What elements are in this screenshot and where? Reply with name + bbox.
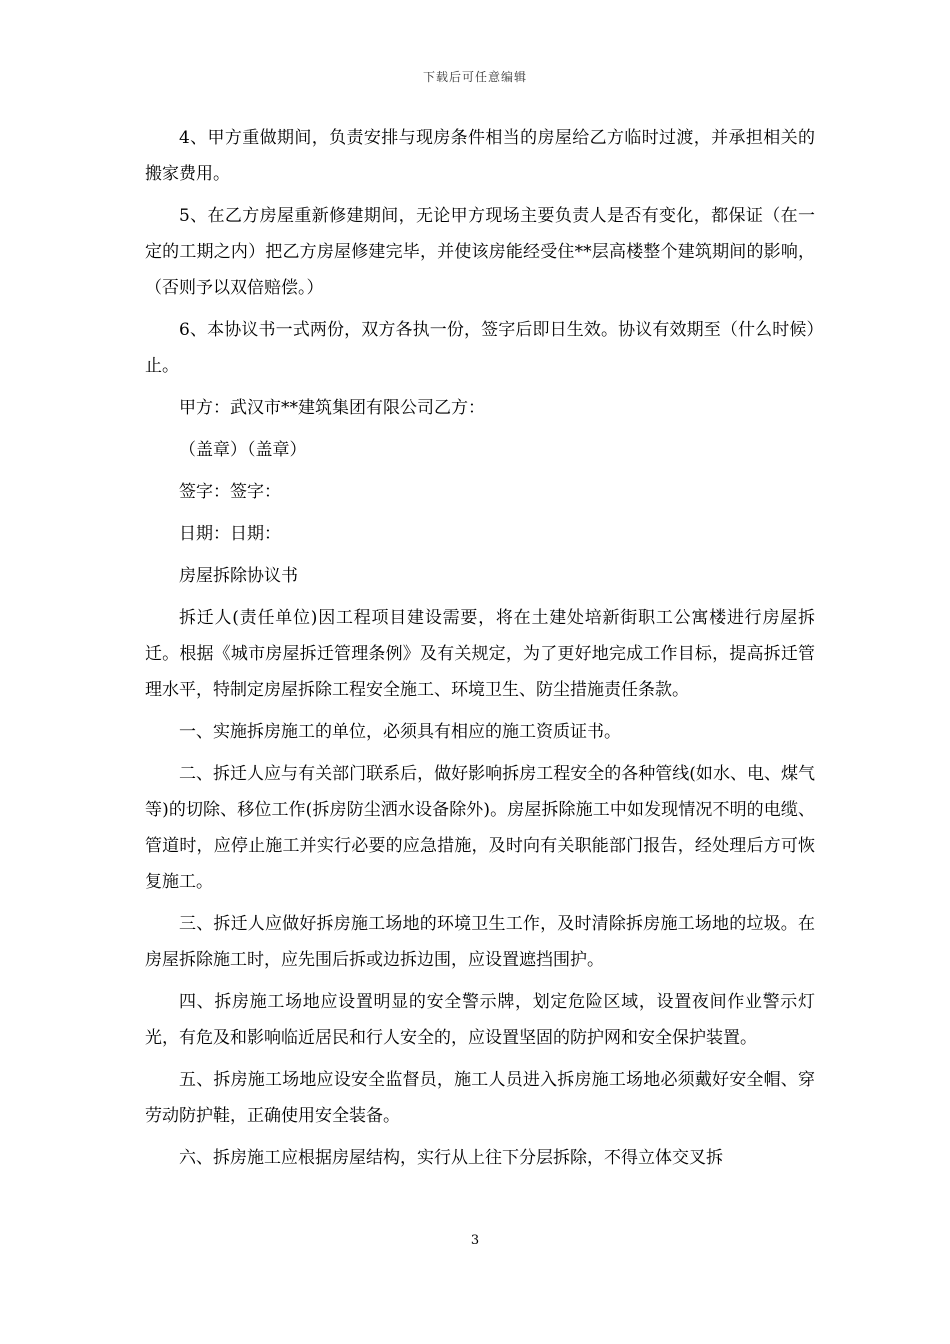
paragraph-intro: 拆迁人(责任单位)因工程项目建设需要，将在土建处培新街职工公寓楼进行房屋拆迁。根据《城市房屋拆迁管理条例》及有关规定，为了更好地完成工作目标，提高拆迁管理水平，特制定房屋拆除工程安全施工、环境卫生、防尘措施责任条款。 bbox=[145, 608, 815, 700]
paragraph-clause-4: 4、甲方重做期间，负责安排与现房条件相当的房屋给乙方临时过渡，并承担相关的搬家费用。 bbox=[145, 128, 815, 184]
party-line: 甲方：武汉市**建筑集团有限公司乙方： bbox=[179, 398, 485, 418]
seal-line: （盖章）（盖章） bbox=[179, 440, 307, 460]
page-number: 3 bbox=[470, 1233, 480, 1248]
signature-line: 签字：签字： bbox=[179, 482, 281, 502]
paragraph-item-5: 五、拆房施工场地应设安全监督员，施工人员进入拆房施工场地必须戴好安全帽、穿劳动防护鞋，正确使用安全装备。 bbox=[145, 1070, 815, 1126]
paragraph-item-3: 三、拆迁人应做好拆房施工场地的环境卫生工作，及时清除拆房施工场地的垃圾。在房屋拆除施工时，应先围后拆或边拆边围，应设置遮挡围护。 bbox=[145, 914, 815, 970]
section-title: 房屋拆除协议书 bbox=[179, 566, 298, 586]
paragraph-clause-5: 5、在乙方房屋重新修建期间，无论甲方现场主要负责人是否有变化，都保证（在一定的工期之内）把乙方房屋修建完毕，并使该房能经受住**层高楼整个建筑期间的影响，（否则予以双倍赔偿。） bbox=[145, 206, 815, 298]
paragraph-item-2: 二、拆迁人应与有关部门联系后，做好影响拆房工程安全的各种管线(如水、电、煤气等)的切除、移位工作(拆房防尘洒水设备除外)。房屋拆除施工中如发现情况不明的电缆、管道时，应停止施工并实行必要的应急措施，及时向有关职能部门报告，经处理后方可恢复施工。 bbox=[145, 764, 815, 892]
document-body bbox=[145, 120, 815, 1176]
paragraph-clause-6: 6、本协议书一式两份，双方各执一份，签字后即日生效。协议有效期至（什么时候）止。 bbox=[145, 320, 815, 376]
paragraph-item-1: 一、实施拆房施工的单位，必须具有相应的施工资质证书。 bbox=[179, 722, 621, 742]
page-header: 下载后可任意编辑 bbox=[422, 70, 527, 84]
date-line: 日期：日期： bbox=[179, 524, 281, 544]
paragraph-item-4: 四、拆房施工场地应设置明显的安全警示牌，划定危险区域，设置夜间作业警示灯光，有危及和影响临近居民和行人安全的，应设置坚固的防护网和安全保护装置。 bbox=[145, 992, 815, 1048]
paragraph-item-6: 六、拆房施工应根据房屋结构，实行从上往下分层拆除，不得立体交叉拆 bbox=[179, 1148, 723, 1168]
